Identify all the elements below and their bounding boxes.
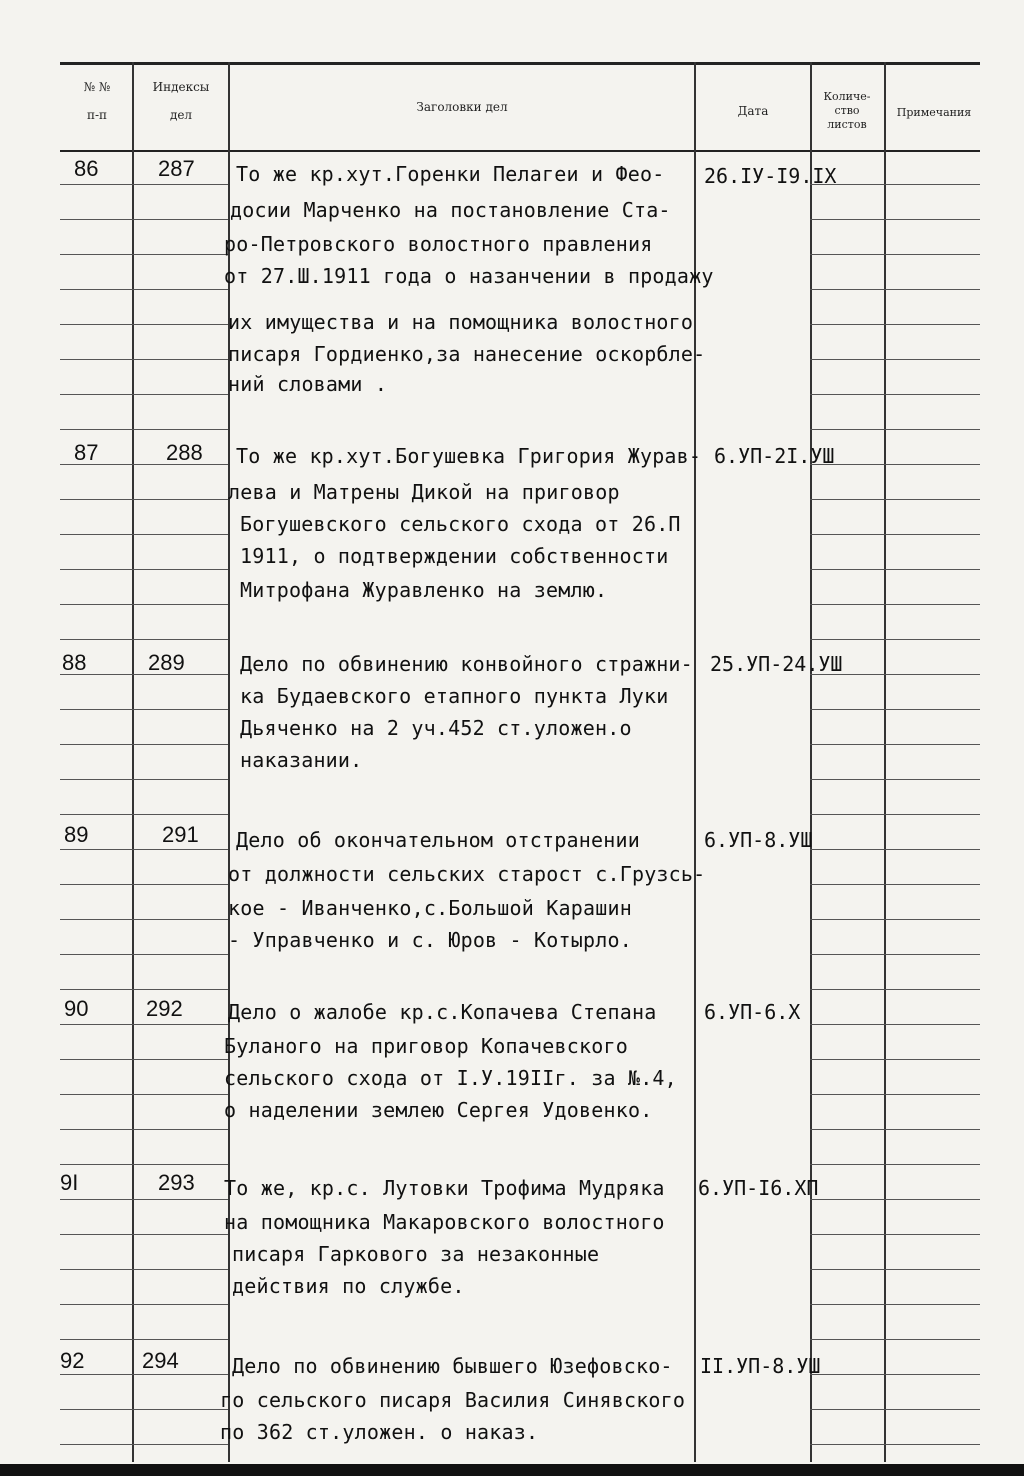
top-rule <box>60 62 980 65</box>
ruled-line <box>810 744 884 745</box>
entry-title-line: ний словами . <box>228 372 388 396</box>
ruled-line <box>884 1304 980 1305</box>
entry-index: 288 <box>166 440 203 465</box>
entry-index: 289 <box>148 650 185 675</box>
ruled-line <box>810 429 884 430</box>
entry-title-line: сельского схода от I.У.19IIг. за №.4, <box>224 1066 677 1090</box>
ruled-line <box>810 359 884 360</box>
entry-number: 87 <box>74 440 99 465</box>
entry-title-line: писаря Гаркового за незаконные <box>232 1242 600 1266</box>
ruled-line <box>884 1024 980 1025</box>
ruled-line <box>132 1304 228 1305</box>
ruled-line <box>60 1164 132 1165</box>
ruled-line <box>132 254 228 255</box>
ruled-line <box>60 884 132 885</box>
ruled-line <box>884 1164 980 1165</box>
ruled-line <box>132 1444 228 1445</box>
ruled-line <box>810 1444 884 1445</box>
entry-title-line: Дело по обвинению бывшего Юзефовско- <box>232 1354 673 1378</box>
bottom-edge-shadow <box>0 1464 1024 1476</box>
ruled-line <box>884 1409 980 1410</box>
ruled-line <box>810 1374 884 1375</box>
ruled-line <box>884 289 980 290</box>
entry-title-line: го сельского писаря Василия Синявского <box>220 1388 686 1412</box>
ruled-line <box>884 534 980 535</box>
ruled-line <box>60 989 132 990</box>
ruled-line <box>884 814 980 815</box>
ruled-line <box>60 394 132 395</box>
ruled-line <box>132 1199 228 1200</box>
entry-index: 292 <box>146 996 183 1021</box>
entry-title-line: писаря Гордиенко,за нанесение оскорбле- <box>228 342 706 366</box>
ruled-line <box>884 429 980 430</box>
entry-title-line: лева и Матрены Дикой на приговор <box>228 480 620 504</box>
ruled-line <box>884 359 980 360</box>
ruled-line <box>132 989 228 990</box>
entry-date: II.УП-8.УШ <box>700 1354 821 1378</box>
ruled-line <box>884 499 980 500</box>
ruled-line <box>810 394 884 395</box>
ruled-line <box>60 1269 132 1270</box>
entry-date: 6.УП-2I.УШ <box>714 444 835 468</box>
ruled-line <box>884 464 980 465</box>
header-index-sub: дел <box>169 108 193 122</box>
ruled-line <box>60 814 132 815</box>
ruled-line <box>132 1339 228 1340</box>
ruled-line <box>132 1164 228 1165</box>
entry-date: 6.УП-6.Х <box>704 1000 801 1024</box>
ruled-line <box>810 219 884 220</box>
ruled-line <box>884 884 980 885</box>
ruled-line <box>810 1059 884 1060</box>
ruled-line <box>884 674 980 675</box>
header-index <box>136 80 226 122</box>
ruled-line <box>810 254 884 255</box>
ruled-line <box>810 639 884 640</box>
ruled-line <box>132 534 228 535</box>
entry-title-line: досии Марченко на постановление Ста- <box>230 198 671 222</box>
entry-title-line: на помощника Макаровского волостного <box>224 1210 665 1234</box>
ruled-line <box>810 1094 884 1095</box>
entry-index: 287 <box>158 156 195 181</box>
ruled-line <box>810 1129 884 1130</box>
entry-title-line: То же, кр.с. Лутовки Трофима Мудряка <box>224 1176 665 1200</box>
entry-title-line: от 27.Ш.1911 года о назанчении в продажу <box>224 264 714 288</box>
entry-title-line: Дьяченко на 2 уч.452 ст.уложен.о <box>240 716 632 740</box>
entry-title-line: Митрофана Журавленко на землю. <box>240 578 608 602</box>
ruled-line <box>132 954 228 955</box>
ruled-line <box>884 1059 980 1060</box>
ruled-line <box>132 359 228 360</box>
ruled-line <box>60 1374 132 1375</box>
ruled-line <box>132 849 228 850</box>
column-divider <box>132 62 134 1462</box>
entry-title-line: Дело об окончательном отстранении <box>236 828 640 852</box>
ruled-line <box>60 289 132 290</box>
ruled-line <box>60 569 132 570</box>
ruled-line <box>810 499 884 500</box>
ruled-line <box>810 779 884 780</box>
ruled-line <box>810 1409 884 1410</box>
header-index-label: Индексы <box>152 80 210 94</box>
ruled-line <box>60 324 132 325</box>
entry-date: 6.УП-I6.ХП <box>698 1176 819 1200</box>
entry-title-line: по 362 ст.уложен. о наказ. <box>220 1420 539 1444</box>
ruled-line <box>810 814 884 815</box>
header-rule <box>60 150 980 152</box>
ruled-line <box>884 1234 980 1235</box>
ruled-line <box>132 499 228 500</box>
ruled-line <box>60 1304 132 1305</box>
ruled-line <box>884 919 980 920</box>
ruled-line <box>132 1374 228 1375</box>
ruled-line <box>60 954 132 955</box>
ruled-line <box>810 989 884 990</box>
ruled-line <box>132 1059 228 1060</box>
ruled-line <box>884 849 980 850</box>
entry-number: 90 <box>64 996 89 1021</box>
ruled-line <box>884 1269 980 1270</box>
entry-title-line: ка Будаевского етапного пункта Луки <box>240 684 669 708</box>
entry-title-line: Дело по обвинению конвойного стражни- <box>240 652 693 676</box>
entry-index: 293 <box>158 1170 195 1195</box>
ruled-line <box>132 884 228 885</box>
entry-title-line: 1911, о подтверждении собственности <box>240 544 669 568</box>
entry-title-line: ро-Петровского волостного правления <box>224 232 653 256</box>
header-count-label-1: Количе- <box>823 90 871 103</box>
entry-title-line: Богушевского сельского схода от 26.П <box>240 512 681 536</box>
ruled-line <box>60 534 132 535</box>
ruled-line <box>60 1024 132 1025</box>
header-count-label-2: ство <box>834 104 860 117</box>
ruled-line <box>60 604 132 605</box>
ruled-line <box>60 1129 132 1130</box>
ruled-line <box>810 709 884 710</box>
ruled-line <box>132 1094 228 1095</box>
ruled-line <box>884 324 980 325</box>
ruled-line <box>884 569 980 570</box>
ruled-line <box>810 1164 884 1165</box>
header-count-label-3: листов <box>827 118 867 131</box>
ruled-line <box>884 184 980 185</box>
ruled-line <box>60 359 132 360</box>
ruled-line <box>884 1374 980 1375</box>
ruled-line <box>60 1199 132 1200</box>
header-title: Заголовки дел <box>416 100 508 114</box>
ruled-line <box>132 779 228 780</box>
ruled-line <box>60 709 132 710</box>
ruled-line <box>132 1409 228 1410</box>
ruled-line <box>132 814 228 815</box>
ruled-line <box>132 429 228 430</box>
entry-number: 9I <box>60 1170 79 1195</box>
entry-number: 92 <box>60 1348 85 1373</box>
ruled-line <box>132 1024 228 1025</box>
ruled-line <box>132 1129 228 1130</box>
ruled-line <box>132 569 228 570</box>
ruled-line <box>810 849 884 850</box>
ruled-line <box>884 1444 980 1445</box>
ruled-line <box>60 1094 132 1095</box>
entry-title-line: Буланого на приговор Копачевского <box>224 1034 628 1058</box>
ruled-line <box>60 1444 132 1445</box>
ruled-line <box>884 954 980 955</box>
ruled-line <box>884 1094 980 1095</box>
ruled-line <box>60 744 132 745</box>
ruled-line <box>810 1024 884 1025</box>
entry-title-line: наказании. <box>240 748 363 772</box>
entry-date: 25.УП-24.УШ <box>710 652 843 676</box>
ruled-line <box>60 429 132 430</box>
ruled-line <box>60 499 132 500</box>
header-no-label: № № <box>83 80 111 94</box>
ruled-line <box>810 534 884 535</box>
ruled-line <box>132 919 228 920</box>
ruled-line <box>884 254 980 255</box>
header-no <box>66 80 128 122</box>
ruled-line <box>884 394 980 395</box>
ruled-line <box>810 324 884 325</box>
column-divider <box>810 62 812 1462</box>
entry-number: 86 <box>74 156 99 181</box>
ruled-line <box>810 1339 884 1340</box>
entry-title-line: их имущества и на помощника волостного <box>228 310 694 334</box>
ruled-line <box>810 954 884 955</box>
entry-title-line: То же кр.хут.Богушевка Григория Журав- <box>236 444 702 468</box>
ruled-line <box>60 1409 132 1410</box>
ruled-line <box>810 1269 884 1270</box>
entry-index: 294 <box>142 1348 179 1373</box>
entry-date: 26.IУ-I9.IX <box>704 164 837 188</box>
ruled-line <box>884 1129 980 1130</box>
ruled-line <box>810 604 884 605</box>
entry-title-line: - Управченко и с. Юров - Котырло. <box>228 928 632 952</box>
ruled-line <box>884 779 980 780</box>
ruled-line <box>810 884 884 885</box>
ruled-line <box>132 744 228 745</box>
header-date: Дата <box>737 104 769 118</box>
entry-title-line: действия по службе. <box>232 1274 465 1298</box>
entry-title-line: То же кр.хут.Горенки Пелагеи и Фео- <box>236 162 665 186</box>
ruled-line <box>884 989 980 990</box>
ruled-line <box>132 394 228 395</box>
ruled-line <box>60 1059 132 1060</box>
ruled-line <box>60 219 132 220</box>
entry-index: 291 <box>162 822 199 847</box>
ruled-line <box>884 604 980 605</box>
ruled-line <box>60 1234 132 1235</box>
entry-number: 89 <box>64 822 89 847</box>
entry-title-line: от должности сельских старост с.Грузсь- <box>228 862 706 886</box>
ruled-line <box>810 569 884 570</box>
ruled-line <box>60 779 132 780</box>
ruled-line <box>884 639 980 640</box>
ruled-line <box>60 639 132 640</box>
ruled-line <box>60 1339 132 1340</box>
ruled-line <box>810 289 884 290</box>
ruled-line <box>132 1269 228 1270</box>
entry-date: 6.УП-8.УШ <box>704 828 813 852</box>
ruled-line <box>132 324 228 325</box>
column-divider <box>884 62 886 1462</box>
ruled-line <box>810 1199 884 1200</box>
ruled-line <box>884 744 980 745</box>
header-count <box>812 90 882 132</box>
ruled-line <box>884 219 980 220</box>
ruled-line <box>60 919 132 920</box>
ruled-line <box>132 289 228 290</box>
entry-title-line: кое - Иванченко,с.Большой Карашин <box>228 896 632 920</box>
ruled-line <box>132 184 228 185</box>
ruled-line <box>884 1339 980 1340</box>
ruled-line <box>60 184 132 185</box>
ruled-line <box>60 254 132 255</box>
ruled-line <box>884 709 980 710</box>
ruled-line <box>810 1304 884 1305</box>
entry-title-line: Дело о жалобе кр.с.Копачева Степана <box>228 1000 657 1024</box>
header-notes: Примечания <box>896 106 972 119</box>
ruled-line <box>810 1234 884 1235</box>
ruled-line <box>60 849 132 850</box>
ruled-line <box>132 1234 228 1235</box>
ruled-line <box>132 639 228 640</box>
ruled-line <box>132 219 228 220</box>
ruled-line <box>884 1199 980 1200</box>
entry-title-line: о наделении землею Сергея Удовенко. <box>224 1098 653 1122</box>
entry-number: 88 <box>62 650 87 675</box>
ruled-line <box>810 919 884 920</box>
header-no-sub: п-п <box>86 108 108 122</box>
ruled-line <box>132 709 228 710</box>
ruled-line <box>132 604 228 605</box>
